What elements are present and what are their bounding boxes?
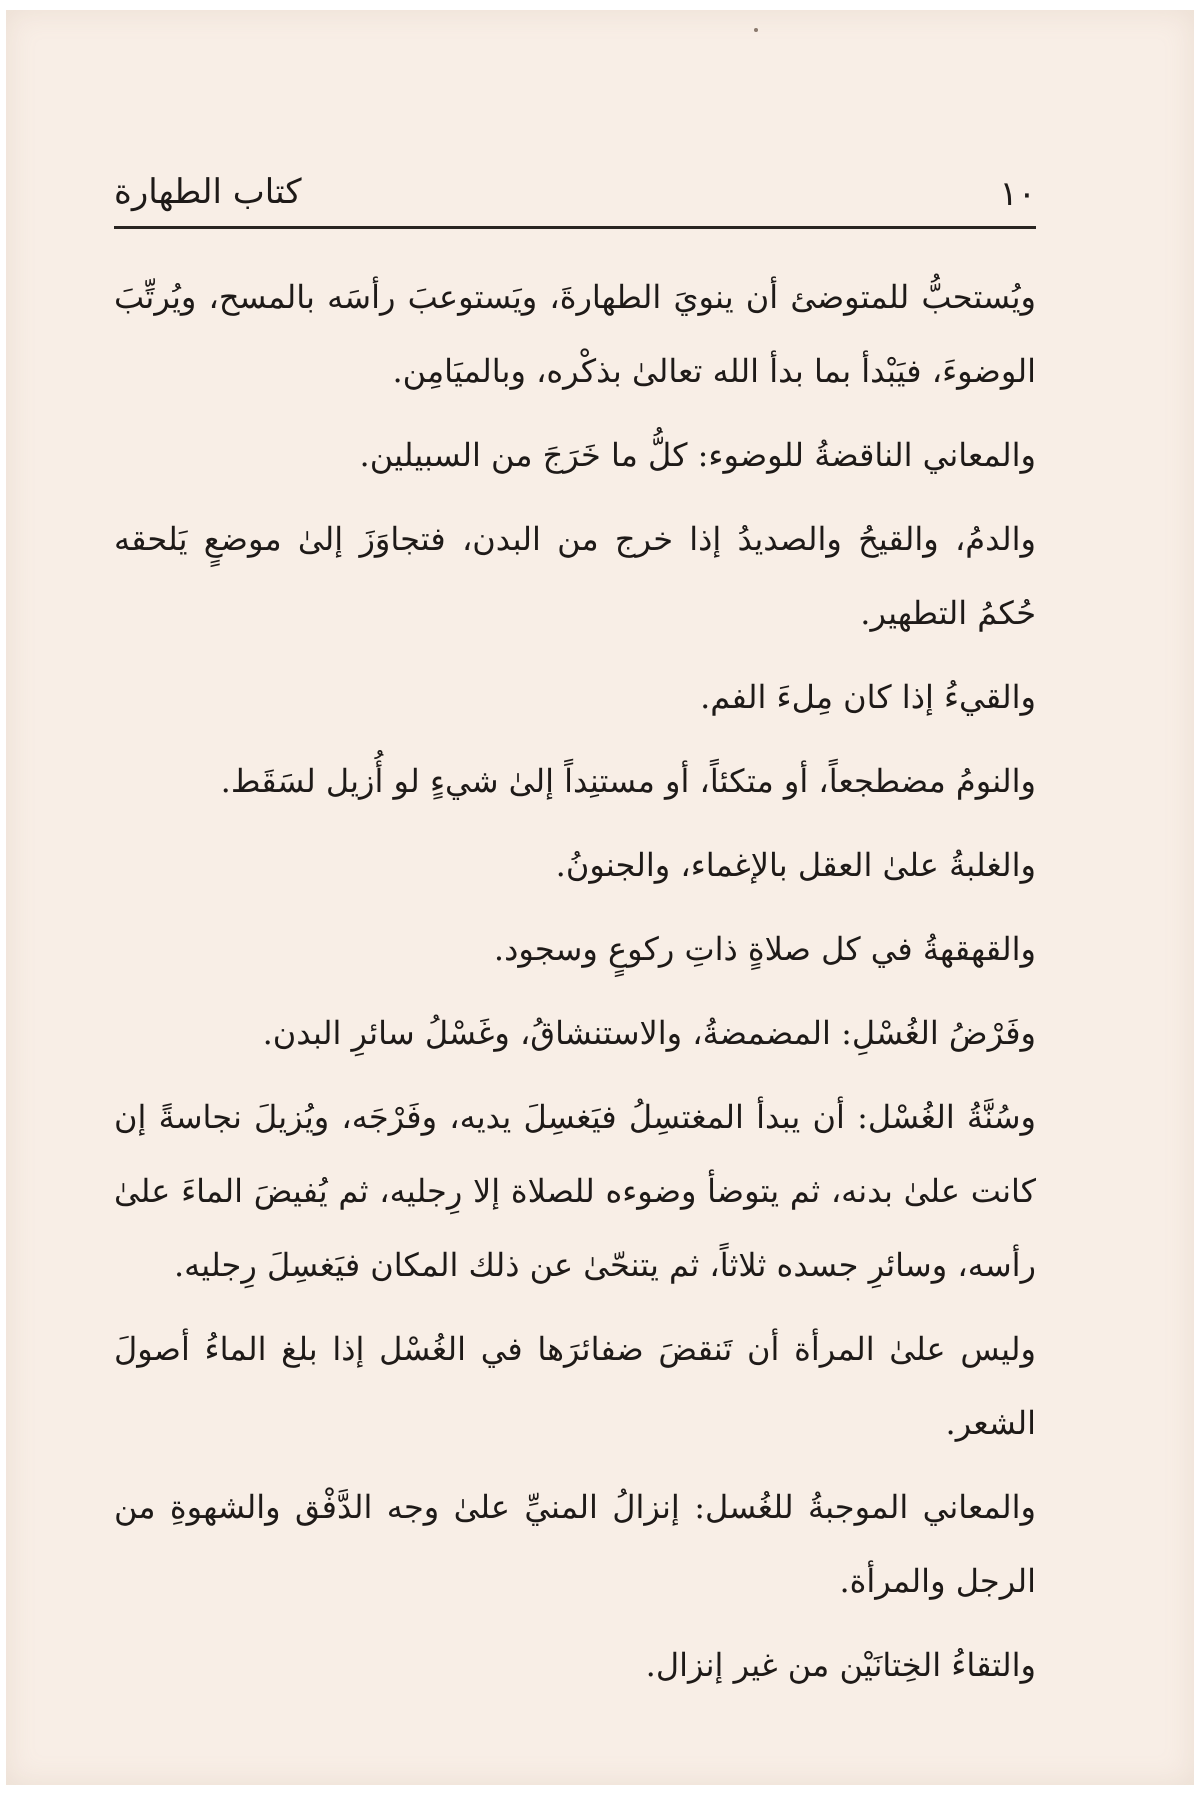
book-title: كتاب الطهارة [114, 172, 302, 212]
page-body [114, 260, 1036, 1712]
paragraph-ghusl-sunnah: وسُنَّةُ الغُسْل: أن يبدأ المغتسِلُ فيَغسِلَ يديه، وفَرْجَه، ويُزيلَ نجاسةً إن كانت علىٰ بدنه، ثم يتوضأ وضوءه للصلاة إلا رِجليه، ثم يُفيضَ الماءَ علىٰ رأسه، وسائرِ جسده ثلاثاً، ثم يتنحّىٰ عن ذلك المكان فيَغسِلَ رِجليه. [114, 1098, 1036, 1284]
paragraph-sleep: والنومُ مضطجعاً، أو متكئاً، أو مستنِداً إلىٰ شيءٍ لو أُزيل لسَقَط. [220, 762, 1036, 800]
paragraph-laughter: والقهقهةُ في كل صلاةٍ ذاتِ ركوعٍ وسجود. [493, 930, 1036, 968]
paragraph-blood: والدمُ، والقيحُ والصديدُ إذا خرج من البدن، فتجاوَزَ إلىٰ موضعٍ يَلحقه حُكمُ التطهير. [114, 520, 1036, 632]
paragraph-vomit: والقيءُ إذا كان مِلءَ الفم. [700, 678, 1036, 716]
page-speck [754, 28, 758, 32]
page-number: ١٠ [999, 174, 1036, 214]
page-header [114, 172, 1036, 229]
paragraph-ghusl-obligations: وفَرْضُ الغُسْلِ: المضمضةُ، والاستنشاقُ، وغَسْلُ سائرِ البدن. [262, 1014, 1036, 1052]
paragraph-unconsciousness: والغلبةُ علىٰ العقل بالإغماء، والجنونُ. [555, 846, 1036, 884]
paragraph-wudu-recommendations: ويُستحبُّ للمتوضئ أن ينويَ الطهارةَ، ويَستوعبَ رأسَه بالمسح، ويُرتِّبَ الوضوءَ، فيَبْدأ بما بدأ الله تعالىٰ بذكْره، وبالميَامِن. [114, 278, 1036, 390]
paragraph-nullifiers: والمعاني الناقضةُ للوضوء: كلُّ ما خَرَجَ من السبيلين. [359, 436, 1036, 474]
paragraph-circumcision: والتقاءُ الخِتانَيْن من غير إنزال. [645, 1646, 1036, 1684]
paragraph-woman-braids: وليس علىٰ المرأة أن تَنقضَ ضفائرَها في الغُسْل إذا بلغ الماءُ أصولَ الشعر. [114, 1330, 1036, 1442]
book-page [6, 10, 1194, 1785]
paragraph-ghusl-causes: والمعاني الموجبةُ للغُسل: إنزالُ المنيِّ علىٰ وجه الدَّفْق والشهوةِ من الرجل والمرأة. [114, 1488, 1036, 1600]
